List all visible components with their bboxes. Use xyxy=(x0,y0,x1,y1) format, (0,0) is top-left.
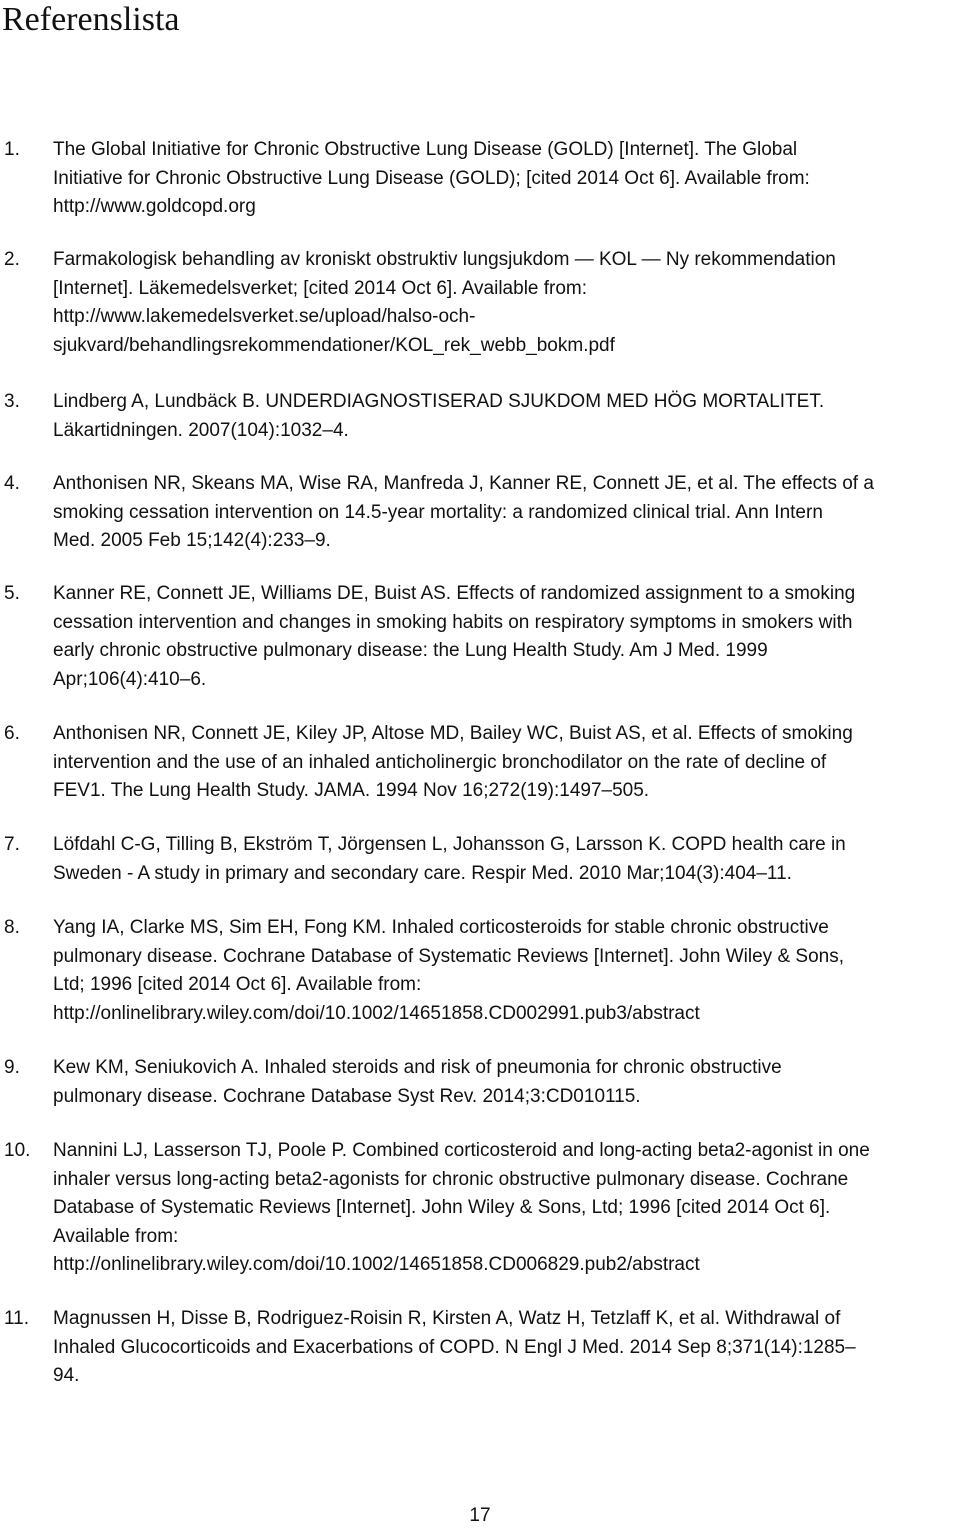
reference-line: inhaler versus long-acting beta2-agonists for chronic obstructive pulmonary disease. Cochrane xyxy=(53,1168,849,1190)
reference-number: 8. xyxy=(4,917,20,938)
reference-text xyxy=(53,720,958,806)
reference-text xyxy=(53,136,958,222)
reference-number: 3. xyxy=(4,391,20,412)
reference-text xyxy=(53,1054,958,1111)
reference-text xyxy=(53,246,958,360)
reference-number: 6. xyxy=(4,723,20,744)
reference-line: Läkartidningen. 2007(104):1032–4. xyxy=(53,419,349,441)
reference-number: 11. xyxy=(4,1308,30,1329)
reference-number: 4. xyxy=(4,473,20,494)
reference-line: pulmonary disease. Cochrane Database Syst Rev. 2014;3:CD010115. xyxy=(53,1085,641,1107)
reference-text xyxy=(53,1137,958,1280)
reference-line: Yang IA, Clarke MS, Sim EH, Fong KM. Inhaled corticosteroids for stable chronic obstructive xyxy=(53,917,829,938)
reference-line: pulmonary disease. Cochrane Database of Systematic Reviews [Internet]. John Wiley & Sons, xyxy=(53,945,844,967)
reference-line: Available from: xyxy=(53,1225,179,1247)
page-title: Referenslista xyxy=(2,1,180,38)
reference-line: smoking cessation intervention on 14.5-year mortality: a randomized clinical trial. Ann Intern xyxy=(53,501,823,523)
reference-link[interactable]: http://www.goldcopd.org xyxy=(53,196,256,217)
reference-line: Apr;106(4):410–6. xyxy=(53,668,207,690)
reference-line: 94. xyxy=(53,1365,80,1386)
reference-number: 9. xyxy=(4,1057,20,1078)
reference-number: 10. xyxy=(4,1140,31,1161)
reference-line: Database of Systematic Reviews [Internet]. John Wiley & Sons, Ltd; 1996 [cited 2014 Oct 6]. xyxy=(53,1197,831,1218)
reference-line: Sweden - A study in primary and secondary care. Respir Med. 2010 Mar;104(3):404–11. xyxy=(53,862,792,884)
reference-line: Inhaled Glucocorticoids and Exacerbations of COPD. N Engl J Med. 2014 Sep 8;371(14):1285– xyxy=(53,1336,856,1358)
reference-number: 5. xyxy=(4,583,20,604)
reference-line: Anthonisen NR, Skeans MA, Wise RA, Manfreda J, Kanner RE, Connett JE, et al. The effects of a xyxy=(53,473,874,494)
reference-line: Kew KM, Seniukovich A. Inhaled steroids and risk of pneumonia for chronic obstructive xyxy=(53,1057,782,1078)
reference-line: Farmakologisk behandling av kroniskt obstruktiv lungsjukdom — KOL — Ny rekommendation xyxy=(53,249,836,270)
page-number: 17 xyxy=(469,1505,491,1526)
reference-text xyxy=(53,914,958,1028)
reference-link[interactable]: sjukvard/behandlingsrekommendationer/KOL_rek_webb_bokm.pdf xyxy=(53,334,615,356)
reference-link[interactable]: http://onlinelibrary.wiley.com/doi/10.1002/14651858.CD006829.pub2/abstract xyxy=(53,1254,700,1275)
reference-line: Nannini LJ, Lasserson TJ, Poole P. Combined corticosteroid and long-acting beta2-agonist in one xyxy=(53,1140,870,1161)
reference-line: FEV1. The Lung Health Study. JAMA. 1994 Nov 16;272(19):1497–505. xyxy=(53,780,650,801)
reference-line: Kanner RE, Connett JE, Williams DE, Buist AS. Effects of randomized assignment to a smoking xyxy=(53,583,856,604)
reference-line: Magnussen H, Disse B, Rodriguez-Roisin R, Kirsten A, Watz H, Tetzlaff K, et al. Withdrawal of xyxy=(53,1308,841,1329)
reference-line: early chronic obstructive pulmonary disease: the Lung Health Study. Am J Med. 1999 xyxy=(53,640,768,661)
reference-number: 7. xyxy=(4,834,20,855)
reference-line: Med. 2005 Feb 15;142(4):233–9. xyxy=(53,530,331,551)
reference-line: The Global Initiative for Chronic Obstructive Lung Disease (GOLD) [Internet]. The Global xyxy=(53,139,798,160)
reference-line: Lindberg A, Lundbäck B. UNDERDIAGNOSTISERAD SJUKDOM MED HÖG MORTALITET. xyxy=(53,391,825,412)
reference-text xyxy=(53,580,958,694)
reference-link[interactable]: http://onlinelibrary.wiley.com/doi/10.1002/14651858.CD002991.pub3/abstract xyxy=(53,1002,700,1024)
reference-number: 2. xyxy=(4,249,20,270)
reference-text xyxy=(53,1305,958,1391)
reference-line: intervention and the use of an inhaled anticholinergic bronchodilator on the rate of decline of xyxy=(53,751,827,773)
reference-number: 1. xyxy=(4,139,20,160)
reference-line: cessation intervention and changes in smoking habits on respiratory symptoms in smokers with xyxy=(53,611,853,633)
reference-line: Anthonisen NR, Connett JE, Kiley JP, Altose MD, Bailey WC, Buist AS, et al. Effects of smoking xyxy=(53,723,853,744)
reference-line: [Internet]. Läkemedelsverket; [cited 2014 Oct 6]. Available from: xyxy=(53,277,588,299)
reference-link[interactable]: http://www.lakemedelsverket.se/upload/halso-och- xyxy=(53,306,476,327)
reference-line: Löfdahl C-G, Tilling B, Ekström T, Jörgensen L, Johansson G, Larsson K. COPD health care in xyxy=(53,834,846,855)
reference-text xyxy=(53,470,958,556)
reference-line: Ltd; 1996 [cited 2014 Oct 6]. Available from: xyxy=(53,974,422,995)
reference-line: Initiative for Chronic Obstructive Lung Disease (GOLD); [cited 2014 Oct 6]. Available from: xyxy=(53,167,810,189)
reference-text xyxy=(53,831,958,888)
reference-text xyxy=(53,388,958,445)
